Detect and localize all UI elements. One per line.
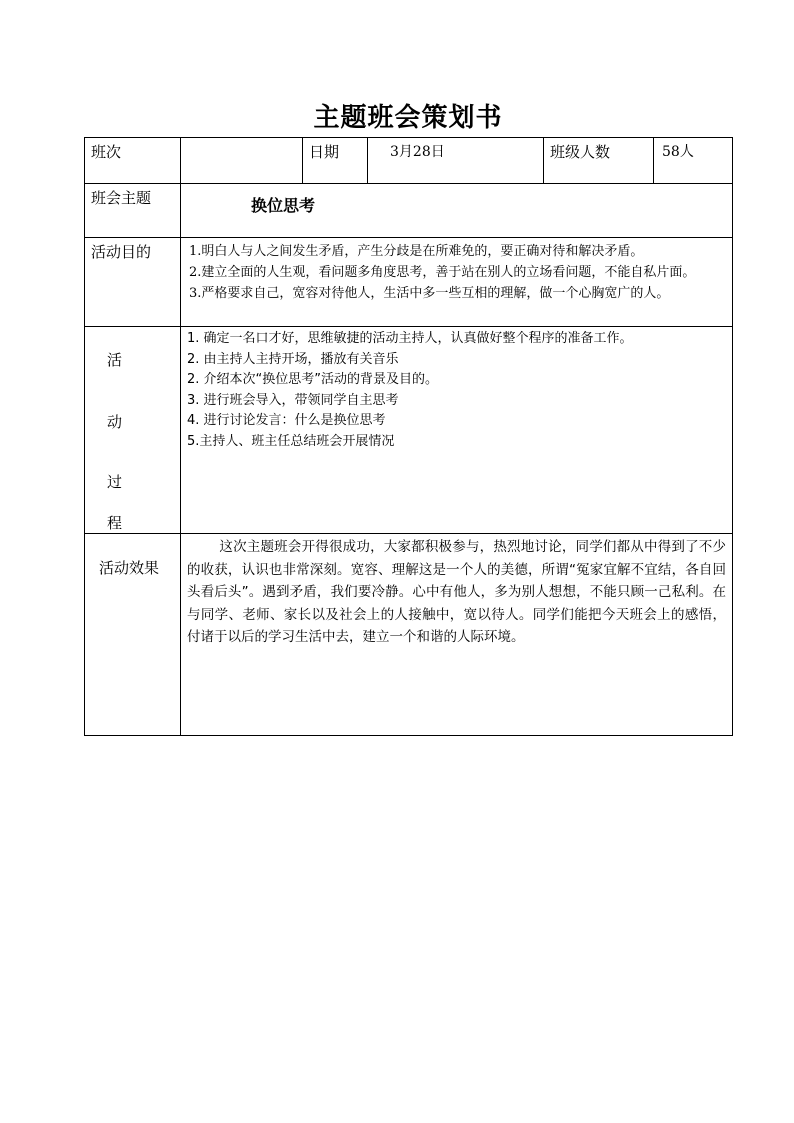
process-list bbox=[181, 327, 732, 452]
goal-list bbox=[181, 238, 732, 304]
process-item: 2. 由主持人主持开场，播放有关音乐 bbox=[187, 351, 399, 367]
goal-cell bbox=[181, 238, 733, 327]
class-label: 班次 bbox=[85, 138, 181, 184]
effect-text: 这次主题班会开得很成功，大家都积极参与，热烈地讨论，同学们都从中得到了不少的收获，认识也非常深刻。宽容、理解这是一个人的美德，所谓“冤家宜解不宜结，各自回头看后头”。遇到矛盾，我们要冷静。心中有他人，多为别人想想，不能只顾一己私利。在与同学、老师、家长以及社会上的人接触中，宽以待人。同学们能把今天班会上的感悟，付诸于以后的学习生活中去，建立一个和谐的人际环境。 bbox=[181, 534, 733, 736]
basic-info-row bbox=[85, 138, 733, 184]
goal-item: 1.明白人与人之间发生矛盾，产生分歧是在所难免的，要正确对待和解决矛盾。 bbox=[189, 244, 644, 259]
plan-table bbox=[84, 137, 733, 736]
process-item: 1. 确定一名口才好，思维敏捷的活动主持人，认真做好整个程序的准备工作。 bbox=[187, 331, 633, 346]
goal-item: 3.严格要求自己，宽容对待他人，生活中多一些互相的理解，做一个心胸宽广的人。 bbox=[189, 286, 670, 301]
topic-label: 班会主题 bbox=[85, 184, 181, 238]
topic-cell bbox=[181, 184, 733, 238]
date-value: 3月28日 bbox=[368, 138, 544, 184]
goal-label: 活动目的 bbox=[85, 238, 181, 327]
date-label: 日期 bbox=[303, 138, 368, 184]
process-label bbox=[85, 327, 181, 534]
process-item: 5.主持人、班主任总结班会开展情况 bbox=[187, 433, 395, 449]
process-item: 3. 进行班会导入，带领同学自主思考 bbox=[187, 392, 399, 408]
process-label-char: 程 bbox=[107, 514, 123, 532]
effect-row bbox=[85, 534, 733, 736]
class-value bbox=[181, 138, 303, 184]
process-row bbox=[85, 327, 733, 534]
process-item: 4. 进行讨论发言：什么是换位思考 bbox=[187, 413, 386, 428]
class-size-value: 58人 bbox=[654, 138, 733, 184]
page-title: 主题班会策划书 bbox=[313, 103, 503, 133]
topic-row bbox=[85, 184, 733, 238]
process-label-char: 动 bbox=[107, 413, 123, 431]
class-size-label: 班级人数 bbox=[544, 138, 654, 184]
process-label-char: 过 bbox=[107, 473, 123, 491]
goal-item: 2.建立全面的人生观，看问题多角度思考，善于站在别人的立场看问题，不能自私片面。 bbox=[189, 265, 696, 280]
process-label-char: 活 bbox=[107, 351, 123, 369]
effect-label: 活动效果 bbox=[85, 534, 181, 736]
process-cell bbox=[181, 327, 733, 534]
goal-row bbox=[85, 238, 733, 327]
process-item: 2. 介绍本次“换位思考”活动的背景及目的。 bbox=[187, 372, 439, 387]
topic-value: 换位思考 bbox=[251, 196, 316, 215]
